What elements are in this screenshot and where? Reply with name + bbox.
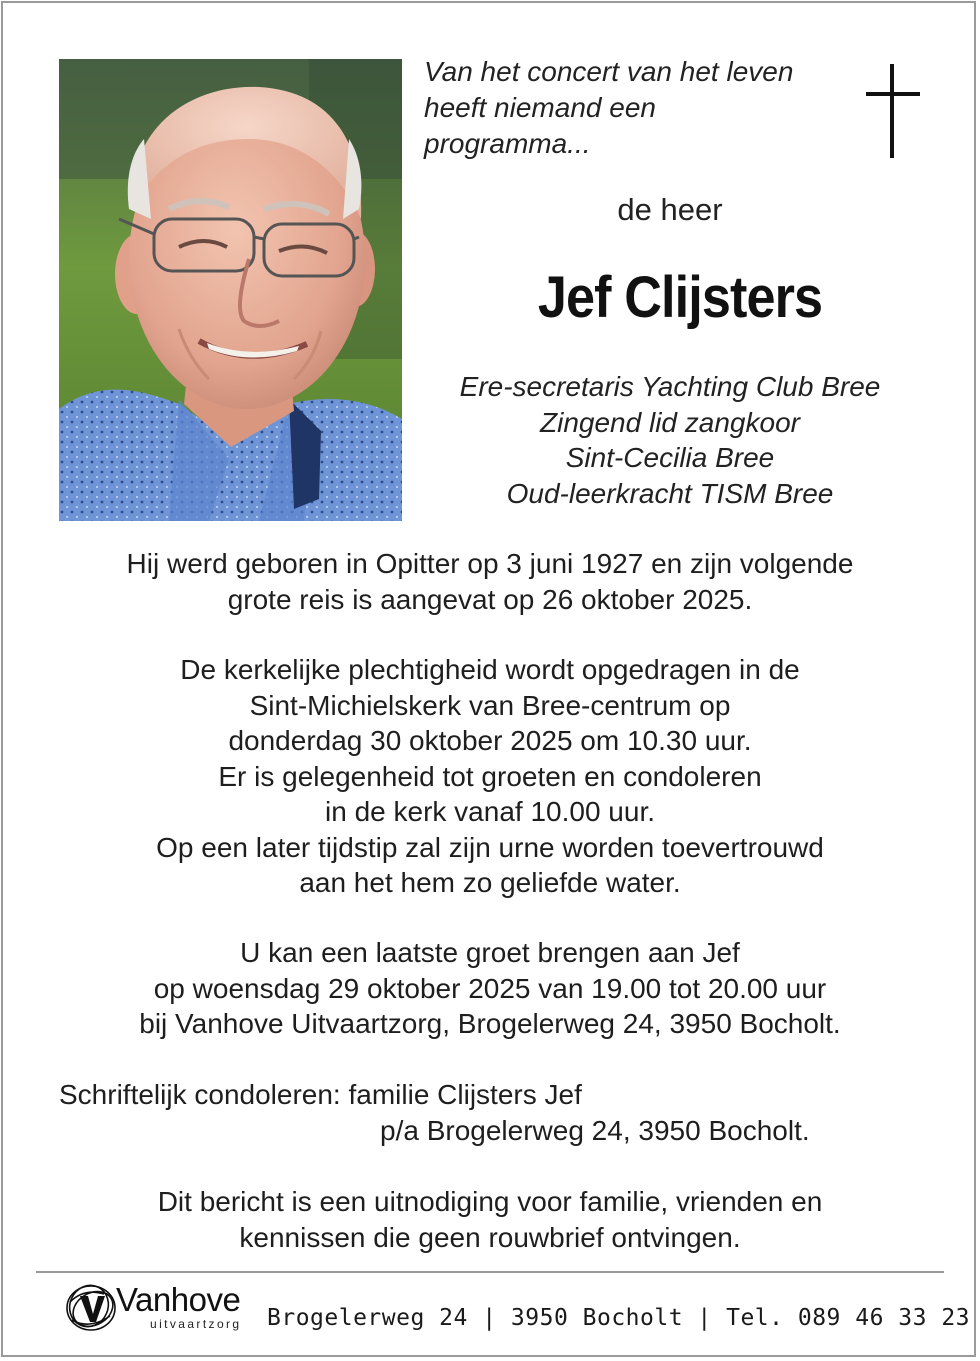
honorific: de heer — [617, 192, 723, 227]
condolence-line: Schriftelijk condoleren: familie Clijsters Jef — [59, 1079, 582, 1110]
text-line: bij Vanhove Uitvaartzorg, Brogelerweg 24, 3950 Bocholt. — [139, 1008, 841, 1039]
text-line: De kerkelijke plechtigheid wordt opgedragen in de — [180, 654, 800, 685]
title-line: Sint-Cecilia Bree — [565, 442, 775, 473]
visit-paragraph — [40, 935, 940, 1042]
condolence-line: p/a Brogelerweg 24, 3950 Bocholt. — [380, 1115, 810, 1146]
ceremony-paragraph — [40, 652, 940, 901]
text-line: U kan een laatste groet brengen aan Jef — [240, 937, 740, 968]
footer-contact: Brogelerweg 24 | 3950 Bocholt | Tel. 089 46 33 23 — [267, 1305, 971, 1331]
logo-wordmark: Vanhove — [116, 1281, 241, 1318]
title-line: Ere-secretaris Yachting Club Bree — [459, 371, 881, 402]
text-line: kennissen die geen rouwbrief ontvingen. — [239, 1221, 741, 1253]
text-line: Sint-Michielskerk van Bree-centrum op — [249, 689, 731, 721]
vanhove-logo-mark-icon — [64, 1282, 118, 1334]
motto-line: Van het concert van het leven — [424, 56, 794, 87]
text-line: Op een later tijdstip zal zijn urne worden toevertrouwd — [156, 831, 824, 863]
motto-line: heeft niemand een — [424, 92, 656, 123]
deceased-name: Jef Clijsters — [537, 265, 823, 330]
text-line: donderdag 30 oktober 2025 om 10.30 uur. — [228, 725, 752, 756]
text-line: Hij werd geboren in Opitter op 3 juni 1927 en zijn volgende — [126, 548, 854, 579]
title-line: Oud-leerkracht TISM Bree — [506, 477, 834, 509]
condolence-address — [59, 1077, 919, 1149]
text-line: in de kerk vanaf 10.00 uur. — [325, 796, 655, 827]
vanhove-logo — [64, 1280, 254, 1336]
title-line: Zingend lid zangkoor — [540, 406, 800, 438]
titles-list — [420, 369, 920, 511]
portrait-photo — [59, 59, 402, 521]
text-line: aan het hem zo geliefde water. — [299, 867, 681, 898]
logo-subtitle: uitvaartzorg — [150, 1317, 242, 1331]
footer-divider — [36, 1271, 944, 1273]
motto-line: programma... — [424, 128, 591, 159]
invitation-paragraph — [40, 1184, 940, 1255]
text-line: op woensdag 29 oktober 2025 van 19.00 tot 20.00 uur — [153, 972, 827, 1004]
cross-icon — [862, 60, 924, 160]
text-line: grote reis is aangevat op 26 oktober 2025. — [227, 583, 753, 615]
birth-paragraph — [40, 546, 940, 617]
motto-quote — [424, 54, 854, 162]
text-line: Dit bericht is een uitnodiging voor familie, vrienden en — [157, 1186, 823, 1217]
text-line: Er is gelegenheid tot groeten en condoleren — [218, 760, 762, 792]
